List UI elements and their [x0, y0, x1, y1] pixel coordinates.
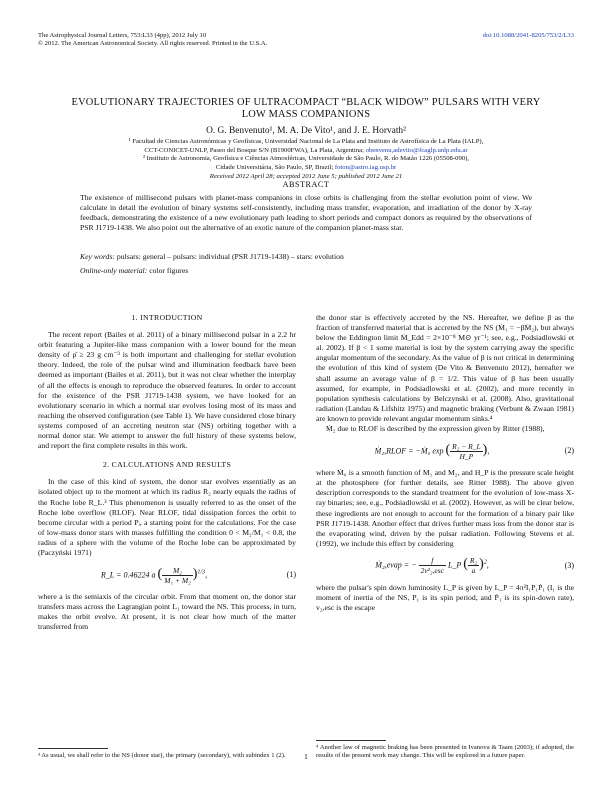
journal-citation: The Astrophysical Journal Letters, 753:L33 (4pp), 2012 July 10: [38, 32, 207, 39]
publication-dates: Received 2012 April 28; accepted 2012 June 5; published 2012 June 21: [209, 172, 403, 180]
copyright-line: © 2012. The American Astronomical Society. All rights reserved. Printed in the U.S.A.: [38, 40, 268, 47]
author-list: O. G. Benvenuto¹, M. A. De Vito¹, and J. E. Horvath²: [206, 126, 406, 136]
beta-paragraph: the donor star is effectively accreted by the NS. Hereafter, we define β as the fraction of transferred material that is accreted by the NS (Ṁ₁ = −βṀ₂), but always below the Eddington limit Ṁ_Edd = 2×10⁻⁸ M⊙ yr⁻¹; see, e.g., Podsiadlowski et al. 2002). If β < 1 some material is lost by the system carrying away the specific angular momentum of the secondary. As the value of β is not critical in determining the evolution of this kind of system (De Vito & Benvenuto 2012), hereafter we shall assume an average value of β = 1/2. This value of β has been usually assumed, for example, in Podsiadlowski et al. (2002), and more recently in population synthesis calculations by Belczynski et al. (2008). Also, gravitational radiation (Landau & Lifshitz 1975) and magnetic braking (Verbunt & Zwaan 1981) are known to provide relevant angular momentum sinks.⁴: [316, 313, 574, 423]
online-material: Online-only material: color figures: [80, 266, 189, 275]
left-column: [38, 313, 296, 632]
email-link-1[interactable]: obenvenu,adevito@fcaglp.unlp.edu.ar: [365, 146, 468, 154]
equation-1: R_L = 0.46224 a ( $\frac{\text{M₂}}{\text{M₁ + M₂}}$ )$^{1/3}$, (1): [100, 565, 296, 585]
footnote-3: ³ As usual, we shall refer to the NS (donor star), the primary (secondary), with subindex 1 (2).: [38, 748, 296, 760]
section-heading-calculations: 2. CALCULATIONS AND RESULTS: [102, 460, 232, 470]
intro-paragraph: The recent report (Bailes et al. 2011) of a binary millisecond pulsar in a 2.2 hr orbit featuring a Jupiter-like mass companion with a lower bound for the mean density of ρ̄ ≥ 23 g cm⁻³ is both important and challenging for stellar evolution theory. Indeed, the role of the pulsar wind and illumination feedback have been deemed as important (Bailes et al. 2011), but it was not clear whether the interplay of all the effects is enough to reproduce the observed features. In order to account for the existence of the PSR J1719-1438 system, we have looked for an evolutionary scenario in which a normal star evolves losing most of its mass and reaching the observed configuration (see Table 1). We have considered close binary systems composed of an accreting neutron star (NS) orbiting together with a normal donor star. We attempt to answer the full history of these systems below, and report the first complete results in this work.: [38, 330, 296, 451]
spin-down-paragraph: where the pulsar's spin down luminosity L_P is given by L_P = 4π²I₁P₁Ṗ₁ (I₁ is the moment of inertia of the NS, P₁ is its spin period, and Ṗ₁ is its spin-down rate), v₂,esc is the escape: [316, 582, 574, 613]
affiliation-1: ¹ Facultad de Ciencias Astronómicas y Geofísicas, Universidad Nacional de La Plata and Instituto de Astrofísica de La Plata (IALP),: [128, 138, 484, 145]
equation-1-number: (1): [286, 570, 296, 580]
paper-title: EVOLUTIONARY TRAJECTORIES OF ULTRACOMPACT “BLACK WIDOW” PULSARS WITH VERY LOW MASS COMPANIONS: [71, 97, 541, 120]
footnote-4: ⁴ Another law of magnetic braking has been presented in Ivanova & Taam (2003); if adopted, the results of the present work may change. This will be explored in a future paper.: [316, 740, 574, 761]
footnote-rule: [38, 748, 108, 749]
affiliation-2: ² Instituto de Astronomia, Geofísica e Ciências Atmosféricas, Universidade de São Paulo, R. do Matão 1226 (05508-090),: [142, 155, 470, 163]
orbit-paragraph: where a is the semiaxis of the circular orbit. From that moment on, the donor star transfers mass across the Lagrangian point L₁ toward the NS. This process, in turn, makes the orbit evolve. At present, it is not clear how much of the matter transferred from: [38, 592, 296, 632]
evaporation-paragraph: where Ṁ₀ is a smooth function of M₁ and M₂, and H_P is the pressure scale height at the photosphere (for further details, see Ritter 1988). The above given description corresponds to the standard treatment for the evolution of low-mass X-ray binaries; see, e.g., Podsiadlowski et al. (2002). However, as will be clear below, these ingredients are not enough to account for the formation of a binary pair like PSR J1719-1438. Another effect that drives further mass loss from the donor star is the evaporating wind, driven by the pulsar radiation. Following Stevens et al. (1992), we include this effect by considering: [316, 468, 574, 548]
running-header: [38, 32, 267, 48]
abstract-text: The existence of millisecond pulsars with planet-mass companions in close orbits is challenging from the stellar evolution point of view. We calculate in detail the evolution of binary systems self-consistently, including mass transfer, evaporation, and irradiation of the donor by X-ray feedback, demonstrating the existence of a new evolutionary path leading to short periods and compact donors as required by the observations of PSR J1719-1438. We also point out the alternative of an exotic nature of the companion planet-mass star.: [80, 193, 532, 232]
equation-3: Ṁ₂,evap = − $\frac{f}{\text{2v²₂,esc}}$ L_P ( $\frac{\text{R₂}}{a}$ )$^2$, (3): [375, 556, 574, 576]
doi-link[interactable]: doi:10.1088/2041-8205/753/2/L33: [482, 32, 574, 39]
equation-3-number: (3): [564, 560, 574, 570]
equation-2: Ṁ₂,RLOF = −Ṁ₀ exp ( $\frac{\text{R₂ − R\_L}}{H\_P}$ ), (2): [374, 441, 574, 461]
page-number: 1: [304, 752, 308, 761]
rlof-paragraph: Ṁ₂ due to RLOF is described by the expression given by Ritter (1988),: [326, 424, 545, 434]
calculations-paragraph: In the case of this kind of system, the donor star evolves essentially as an isolated object up to the moment at which its radius R₂ nearly equals the radius of the Roche lobe R_L.³ This phenomenon is usually referred to as the onset of the Roche lobe overflow (RLOF). Near RLOF, tidal dissipation forces the orbit to become circular with a period Pᵢ, a starting point for the calculations. For the case of low-mass donor stars with masses fulfilling the condition 0 < M₂/M₁ < 0.8, the radius of a sphere with the volume of the Roche lobe can be approximated by (Paczyński 1971): [38, 477, 296, 557]
right-column: [316, 313, 574, 613]
keywords: Key words: pulsars: general – pulsars: individual (PSR J1719-1438) – stars: evolution: [80, 252, 344, 261]
footnote-rule: [316, 740, 386, 741]
affiliations: [60, 138, 552, 182]
section-heading-introduction: 1. INTRODUCTION: [131, 313, 203, 322]
affiliation-1-cont: CCT-CONICET-UNLP, Paseo del Bosque S/N (B1900FWA), La Plata, Argentina; obenvenu,adevito@fcaglp.unlp.edu.ar: [144, 146, 468, 154]
equation-2-number: (2): [564, 446, 574, 456]
abstract-heading: ABSTRACT: [282, 180, 330, 189]
email-link-2[interactable]: foton@astro.iag.usp.br: [334, 164, 397, 172]
affiliation-2-cont: Cidade Universitária, São Paulo, SP, Brazil; foton@astro.iag.usp.br: [215, 164, 397, 172]
